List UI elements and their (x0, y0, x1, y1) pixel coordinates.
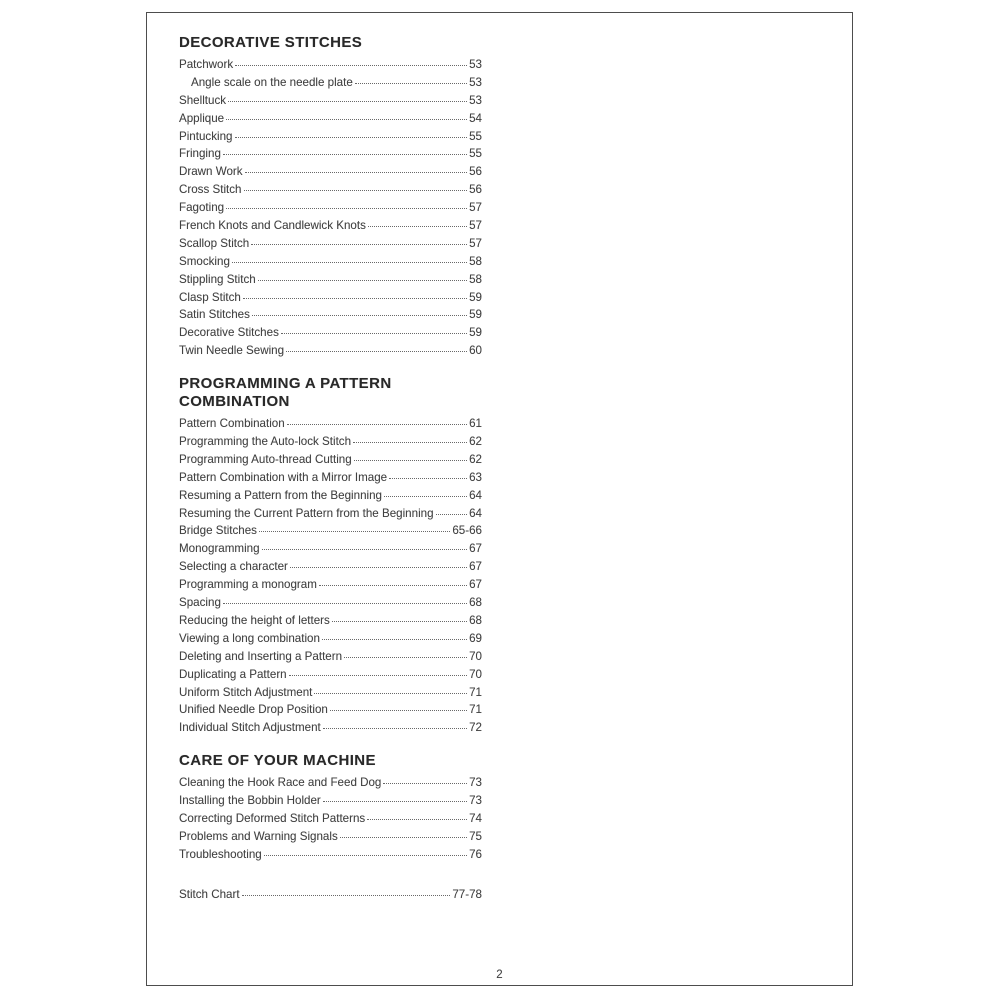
toc-entry (179, 165, 482, 183)
toc-entry-label: Fagoting (179, 201, 225, 215)
toc-entry-page: 53 (469, 58, 482, 71)
dot-leader (389, 478, 467, 479)
toc-entry-label: Shelltuck (179, 93, 227, 107)
dot-leader (259, 531, 450, 532)
toc-entry-page: 58 (469, 254, 482, 268)
toc-entry (179, 94, 482, 112)
toc-entry (179, 614, 482, 632)
toc-entry-page: 59 (469, 326, 482, 340)
toc-entry-label: Resuming the Current Pattern from the Beginning (179, 506, 434, 520)
toc-entry (179, 650, 482, 668)
toc-entry-label: Problems and Warning Signals (179, 829, 338, 843)
dot-leader (323, 728, 467, 729)
dot-leader (245, 172, 468, 173)
toc-entry-label: Bridge Stitches (179, 524, 257, 538)
toc-entry-page: 61 (469, 417, 482, 431)
toc-entry-page: 77-78 (452, 887, 482, 901)
toc-entry (179, 183, 482, 201)
toc-entry (179, 255, 482, 273)
toc-entry-page: 63 (469, 470, 482, 484)
dot-leader (319, 585, 467, 586)
dot-leader (235, 65, 467, 66)
dot-leader (235, 137, 468, 138)
toc-entry-label: Scallop Stitch (179, 236, 250, 250)
toc-entry-page: 56 (469, 165, 482, 179)
toc-entry-label: Installing the Bobbin Holder (179, 794, 321, 808)
toc-entry-label: Correcting Deformed Stitch Patterns (179, 811, 366, 825)
toc-entry-label: Clasp Stitch (179, 290, 241, 304)
toc-entry-label: Monogramming (179, 542, 260, 556)
toc-entry-page: 70 (469, 667, 482, 681)
toc-entry-page: 67 (469, 578, 482, 592)
dot-leader (330, 710, 467, 711)
toc-entry-page: 75 (469, 829, 482, 843)
toc-entry-page: 72 (469, 721, 482, 735)
dot-leader (226, 208, 467, 209)
dot-leader (281, 333, 467, 334)
toc-entry (179, 703, 482, 721)
toc-entry (179, 308, 482, 326)
toc-entry (179, 794, 482, 812)
toc-entry-page: 56 (469, 183, 482, 197)
dot-leader (223, 603, 467, 604)
toc-section (179, 34, 482, 362)
toc-section (179, 752, 482, 865)
toc-entry (179, 668, 482, 686)
dot-leader (262, 549, 468, 550)
toc-entry (179, 453, 482, 471)
toc-entry (179, 596, 482, 614)
toc-entry (179, 848, 482, 866)
toc-entry-label: Pattern Combination with a Mirror Image (179, 470, 388, 484)
toc-entry-label: Angle scale on the needle plate (191, 75, 353, 89)
toc-entry-page: 57 (469, 219, 482, 233)
toc-entry-page: 73 (469, 794, 482, 808)
toc-entry-page: 65-66 (452, 524, 482, 538)
toc-entry (179, 507, 482, 525)
page-number: 2 (496, 969, 503, 981)
dot-leader (314, 693, 467, 694)
toc-entry-label: Spacing (179, 596, 221, 610)
toc-entry (179, 830, 482, 848)
toc-entry-page: 53 (469, 75, 482, 89)
toc-entry-label: Patchwork (179, 58, 234, 71)
dot-leader (252, 315, 467, 316)
toc-entry-page: 74 (469, 811, 482, 825)
dot-leader (243, 298, 467, 299)
toc-entry-page: 68 (469, 596, 482, 610)
dot-leader (368, 226, 467, 227)
dot-leader (323, 801, 467, 802)
toc-entry-page: 64 (469, 488, 482, 502)
toc-entry (179, 291, 482, 309)
dot-leader (226, 119, 467, 120)
dot-leader (251, 244, 467, 245)
toc-entry (179, 776, 482, 794)
dot-leader (322, 639, 467, 640)
toc-entry (179, 489, 482, 507)
toc-entry-label: Resuming a Pattern from the Beginning (179, 488, 383, 502)
toc-entry (179, 471, 482, 489)
dot-leader (353, 442, 467, 443)
toc-entry-page: 53 (469, 93, 482, 107)
toc-entry (179, 524, 482, 542)
toc-entry (179, 58, 482, 76)
toc-entry (179, 130, 482, 148)
toc-entry (179, 326, 482, 344)
dot-leader (223, 154, 467, 155)
dot-leader (232, 262, 467, 263)
toc-entry-page: 59 (469, 290, 482, 304)
toc-entry-page: 62 (469, 435, 482, 449)
toc-entry (179, 219, 482, 237)
toc-entry-label: Stippling Stitch (179, 272, 256, 286)
toc-entry-page: 68 (469, 613, 482, 627)
toc-entry-label: Stitch Chart (179, 887, 240, 901)
toc-entry-label: Pintucking (179, 129, 233, 143)
toc-entry-page: 76 (469, 847, 482, 861)
toc-entry (179, 578, 482, 596)
dot-leader (436, 514, 468, 515)
dot-leader (340, 837, 467, 838)
toc-entry-page: 64 (469, 506, 482, 520)
dot-leader (264, 855, 467, 856)
toc-entry (179, 721, 482, 739)
table-of-contents (179, 34, 482, 906)
toc-entry-label: French Knots and Candlewick Knots (179, 219, 366, 233)
section-heading: DECORATIVE STITCHES (179, 34, 363, 51)
toc-entry-label: Programming a monogram (179, 578, 317, 592)
dot-leader (242, 895, 451, 896)
toc-entry (179, 888, 482, 906)
toc-entry-label: Unified Needle Drop Position (179, 703, 328, 717)
toc-entry-page: 57 (469, 236, 482, 250)
toc-entry-page: 58 (469, 272, 482, 286)
toc-entry (179, 435, 482, 453)
toc-entry-label: Duplicating a Pattern (179, 667, 287, 681)
toc-section (179, 888, 482, 906)
dot-leader (367, 819, 467, 820)
toc-entry-page: 69 (469, 631, 482, 645)
dot-leader (384, 496, 467, 497)
toc-entry (179, 147, 482, 165)
toc-entry-label: Programming the Auto-lock Stitch (179, 435, 352, 449)
dot-leader (286, 351, 467, 352)
toc-entry-page: 55 (469, 129, 482, 143)
toc-entry-page: 59 (469, 308, 482, 322)
section-heading: PROGRAMMING A PATTERN COMBINATION (179, 375, 392, 411)
toc-entry-page: 71 (469, 703, 482, 717)
toc-entry-page: 67 (469, 542, 482, 556)
dot-leader (383, 783, 467, 784)
toc-entry-page: 54 (469, 111, 482, 125)
toc-entry (179, 112, 482, 130)
toc-entry-label: Drawn Work (179, 165, 243, 179)
toc-entry-label: Pattern Combination (179, 417, 285, 431)
toc-entry (179, 812, 482, 830)
toc-entry-page: 73 (469, 776, 482, 790)
dot-leader (290, 567, 467, 568)
toc-entry-label: Individual Stitch Adjustment (179, 721, 321, 735)
toc-entry-page: 67 (469, 560, 482, 574)
toc-entry-label: Applique (179, 111, 225, 125)
toc-entry (179, 417, 482, 435)
toc-entry-label: Uniform Stitch Adjustment (179, 685, 313, 699)
toc-entry (179, 632, 482, 650)
toc-entry-page: 70 (469, 649, 482, 663)
toc-entry-label: Selecting a character (179, 560, 288, 574)
toc-entry-page: 60 (469, 344, 482, 358)
dot-leader (287, 424, 467, 425)
toc-entry-label: Troubleshooting (179, 847, 262, 861)
toc-entry (179, 273, 482, 291)
toc-entry (179, 201, 482, 219)
toc-entry-page: 71 (469, 685, 482, 699)
dot-leader (332, 621, 467, 622)
toc-entry-label: Cleaning the Hook Race and Feed Dog (179, 776, 382, 790)
toc-entry-label: Twin Needle Sewing (179, 344, 285, 358)
toc-entry-label: Fringing (179, 147, 221, 161)
toc-section (179, 375, 482, 739)
toc-entry-label: Programming Auto-thread Cutting (179, 452, 352, 466)
toc-entry (179, 560, 482, 578)
dot-leader (355, 83, 467, 84)
toc-entry-label: Smocking (179, 254, 230, 268)
dot-leader (354, 460, 467, 461)
toc-entry-page: 62 (469, 452, 482, 466)
toc-entry-label: Cross Stitch (179, 183, 242, 197)
section-heading: CARE OF YOUR MACHINE (179, 752, 376, 770)
toc-entry-label: Satin Stitches (179, 308, 250, 322)
toc-entry (179, 542, 482, 560)
document-page (146, 12, 853, 986)
dot-leader (258, 280, 467, 281)
toc-entry-label: Viewing a long combination (179, 631, 320, 645)
dot-leader (244, 190, 468, 191)
dot-leader (228, 101, 467, 102)
toc-entry (179, 344, 482, 362)
toc-entry-page: 57 (469, 201, 482, 215)
dot-leader (344, 657, 467, 658)
toc-entry-page: 55 (469, 147, 482, 161)
toc-entry-label: Decorative Stitches (179, 326, 279, 340)
toc-entry (179, 237, 482, 255)
toc-entry (179, 76, 482, 94)
dot-leader (289, 675, 467, 676)
toc-entry-label: Deleting and Inserting a Pattern (179, 649, 343, 663)
toc-entry (179, 686, 482, 704)
toc-entry-label: Reducing the height of letters (179, 613, 330, 627)
